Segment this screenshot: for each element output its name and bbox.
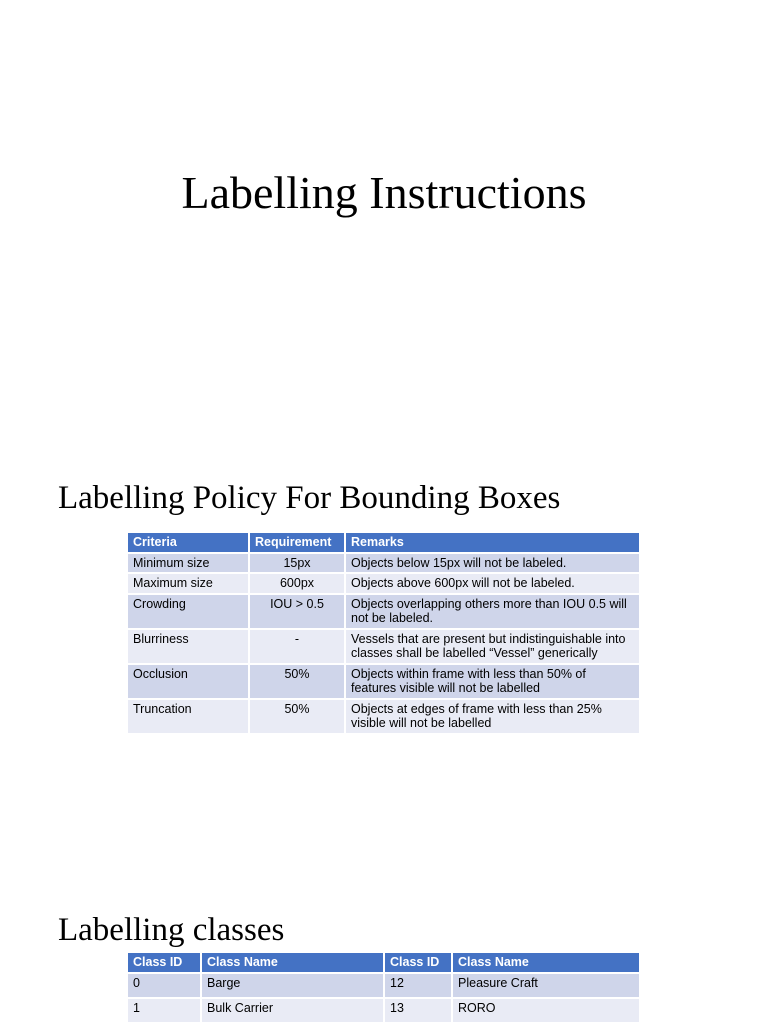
table-row — [128, 629, 640, 664]
remarks-cell: Vessels that are present but indistinguishable into classes shall be labelled “Vessel” generically — [345, 629, 640, 664]
class-name-cell: Pleasure Craft — [452, 973, 640, 998]
requirement-cell: 50% — [249, 664, 345, 699]
column-header-class-id: Class ID — [128, 953, 201, 973]
remarks-cell: Objects within frame with less than 50% of features visible will not be labelled — [345, 664, 640, 699]
policy-table — [128, 533, 641, 733]
remarks-cell: Objects at edges of frame with less than 25% visible will not be labelled — [345, 699, 640, 733]
classes-heading: Labelling classes — [58, 912, 285, 948]
policy-heading: Labelling Policy For Bounding Boxes — [58, 480, 561, 516]
page-title: Labelling Instructions — [181, 167, 587, 218]
remarks-cell: Objects below 15px will not be labeled. — [345, 553, 640, 574]
column-header-requirement: Requirement — [249, 533, 345, 553]
classes-header-row — [128, 953, 640, 973]
classes-table — [128, 953, 641, 1022]
column-header-remarks: Remarks — [345, 533, 640, 553]
requirement-cell: IOU > 0.5 — [249, 594, 345, 629]
requirement-cell: 15px — [249, 553, 345, 574]
class-name-cell: Barge — [201, 973, 384, 998]
column-header-class-name-2: Class Name — [452, 953, 640, 973]
class-id-cell: 0 — [128, 973, 201, 998]
criteria-cell: Maximum size — [128, 573, 249, 594]
requirement-cell: 600px — [249, 573, 345, 594]
column-header-class-name: Class Name — [201, 953, 384, 973]
table-row — [128, 664, 640, 699]
table-row — [128, 553, 640, 574]
policy-header-row — [128, 533, 640, 553]
remarks-cell: Objects above 600px will not be labeled. — [345, 573, 640, 594]
class-id-cell: 13 — [384, 998, 452, 1022]
class-name-cell: RORO — [452, 998, 640, 1022]
column-header-class-id-2: Class ID — [384, 953, 452, 973]
requirement-cell: 50% — [249, 699, 345, 733]
class-id-cell: 1 — [128, 998, 201, 1022]
table-row — [128, 998, 640, 1022]
criteria-cell: Truncation — [128, 699, 249, 733]
class-id-cell: 12 — [384, 973, 452, 998]
criteria-cell: Minimum size — [128, 553, 249, 574]
criteria-cell: Blurriness — [128, 629, 249, 664]
table-row — [128, 699, 640, 733]
table-row — [128, 594, 640, 629]
class-name-cell: Bulk Carrier — [201, 998, 384, 1022]
table-row — [128, 573, 640, 594]
criteria-cell: Crowding — [128, 594, 249, 629]
criteria-cell: Occlusion — [128, 664, 249, 699]
remarks-cell: Objects overlapping others more than IOU 0.5 will not be labeled. — [345, 594, 640, 629]
column-header-criteria: Criteria — [128, 533, 249, 553]
requirement-cell: - — [249, 629, 345, 664]
table-row — [128, 973, 640, 998]
